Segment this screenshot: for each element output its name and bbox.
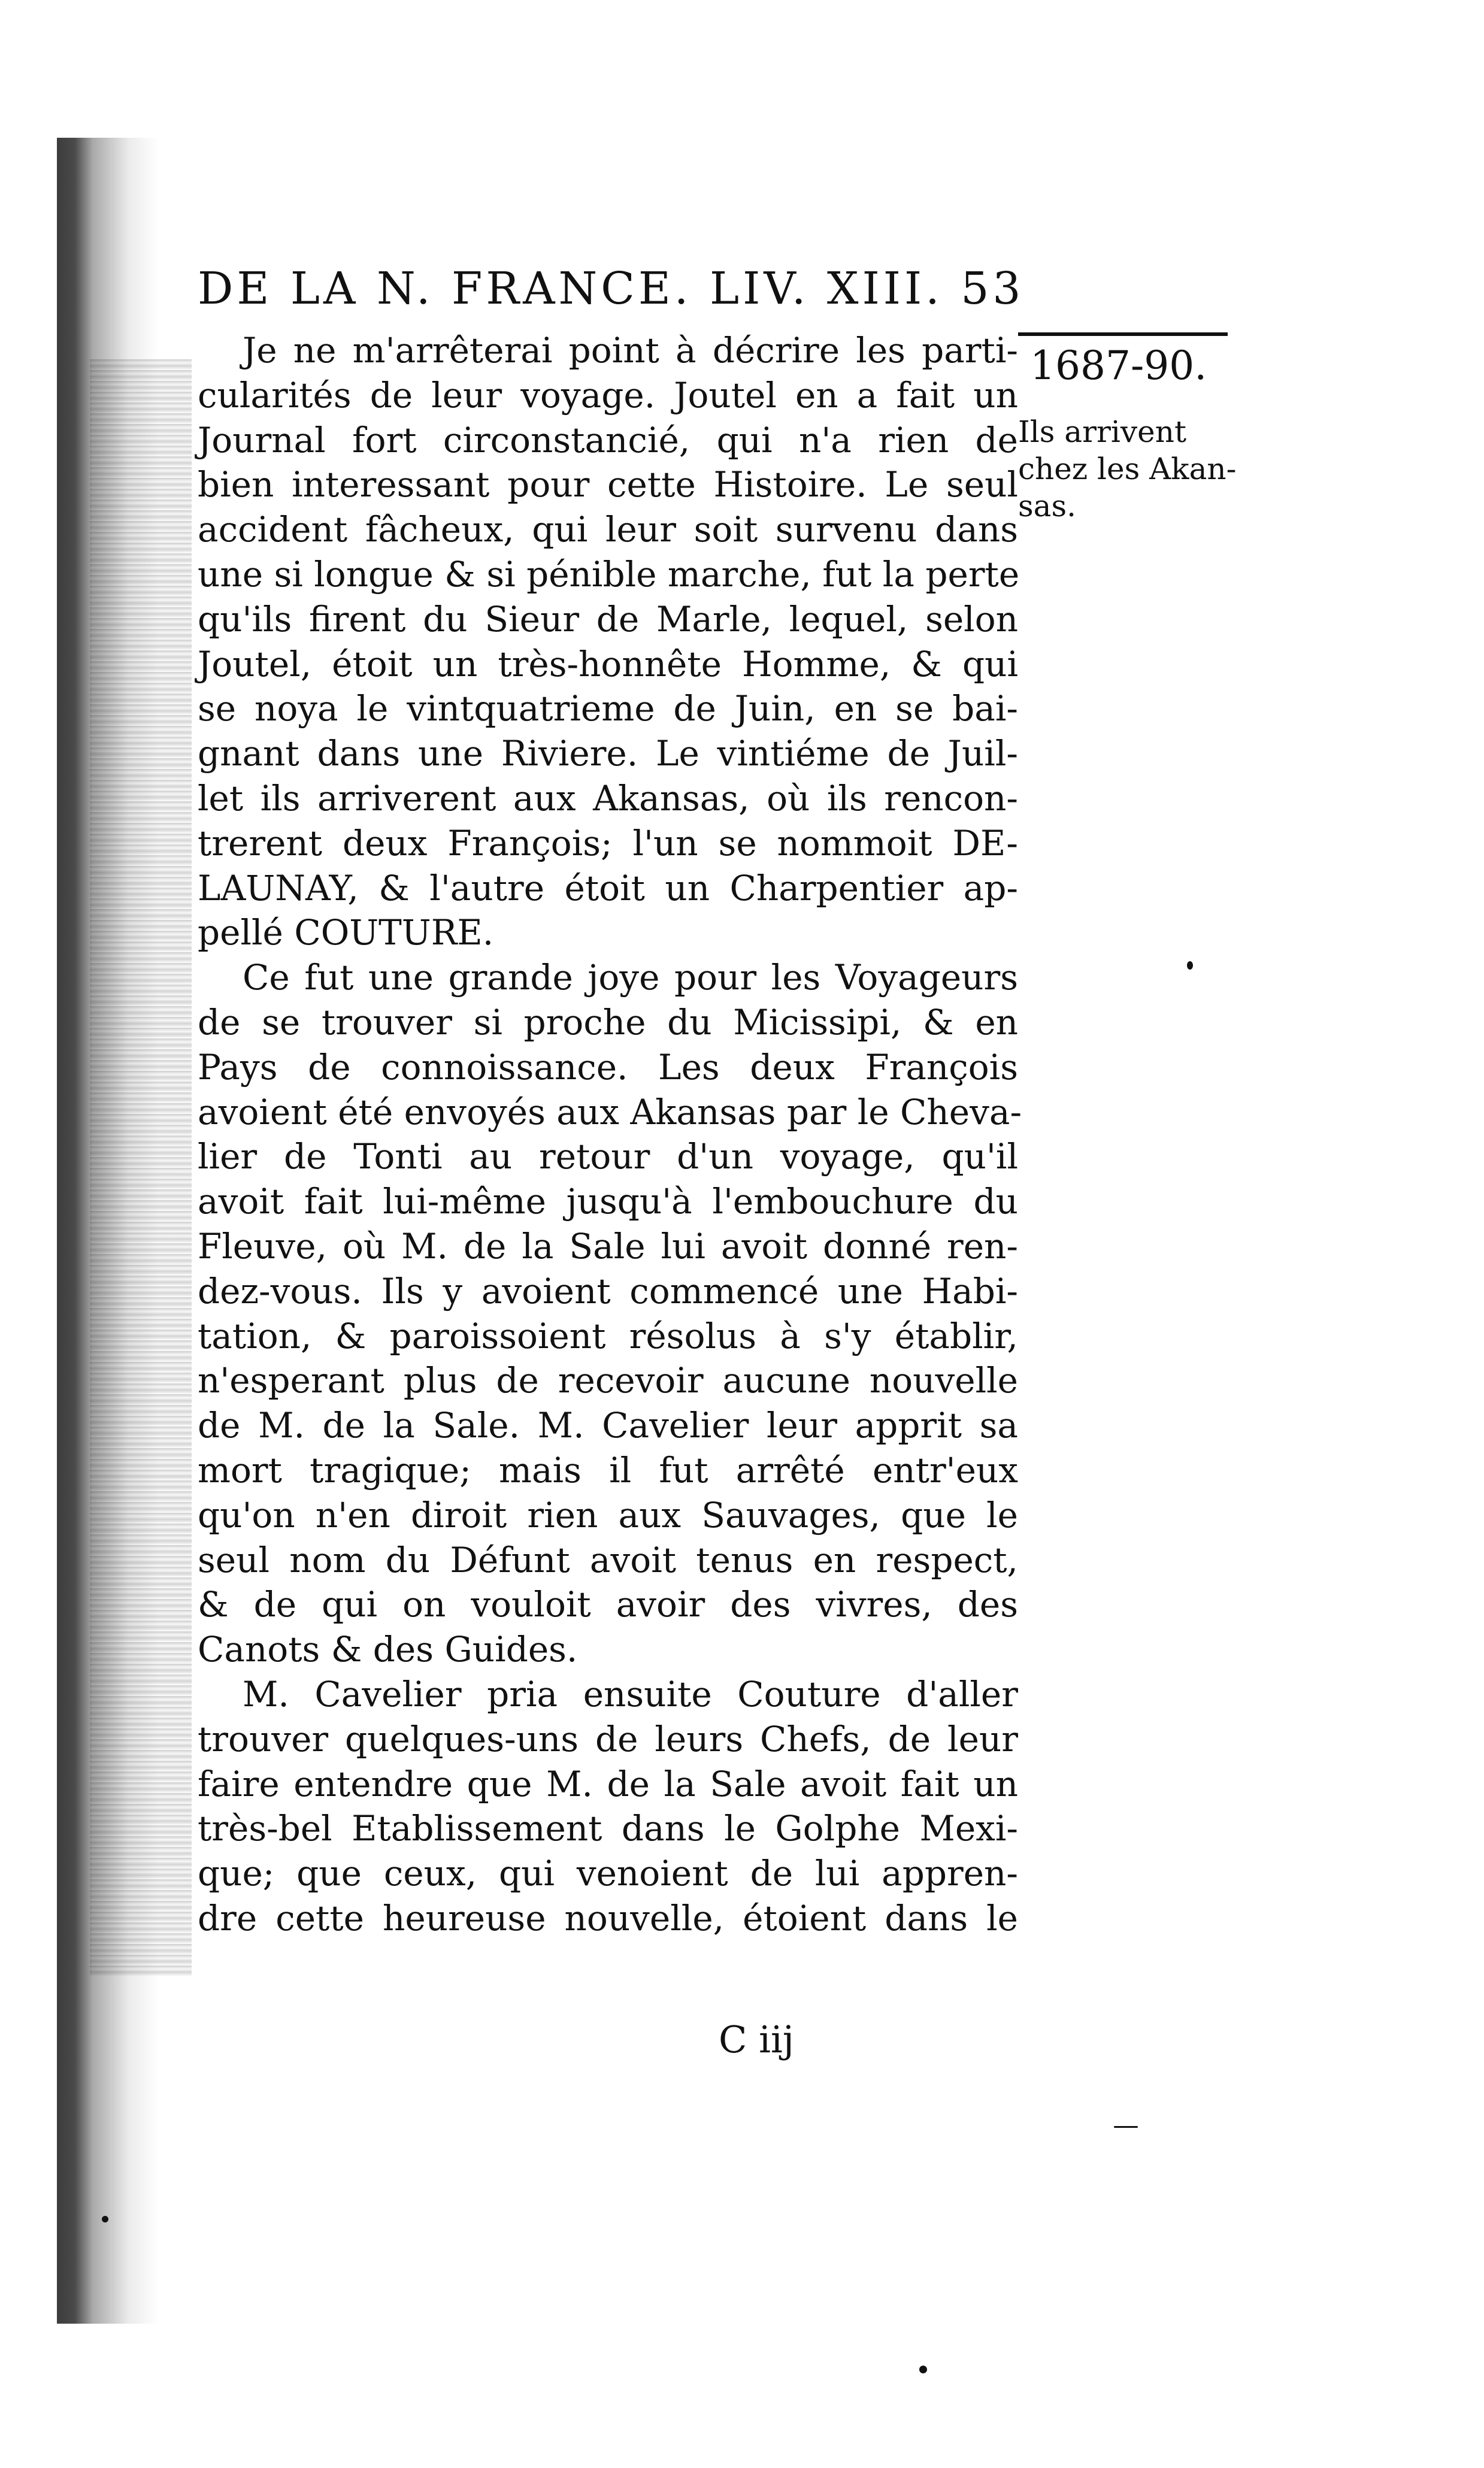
running-head: DE LA N. FRANCE. LIV. XIII. 53 (198, 263, 1025, 314)
text-line: Joutel, étoit un très-honnête Homme, & qui (198, 643, 1018, 685)
text-line: qu'ils firent du Sieur de Marle, lequel, selon (198, 598, 1018, 640)
text-line: dre cette heureuse nouvelle, étoient dans le (198, 1897, 1018, 1939)
text-line: trerent deux François; l'un se nommoit DE- (198, 822, 1018, 864)
margin-year: 1687-90. (1030, 343, 1207, 389)
text-line: qu'on n'en diroit rien aux Sauvages, que le (198, 1494, 1018, 1536)
text-line: dez-vous. Ils y avoient commencé une Habi- (198, 1270, 1018, 1312)
text-line: LAUNAY, & l'autre étoit un Charpentier ap- (198, 867, 1018, 909)
signature-mark: C iij (719, 2018, 795, 2061)
text-line: faire entendre que M. de la Sale avoit fait un (198, 1763, 1018, 1804)
binding-gutter-noise (90, 359, 192, 1976)
text-line: Pays de connoissance. Les deux François (198, 1046, 1018, 1088)
text-line: let ils arriverent aux Akansas, où ils rencon- (198, 777, 1018, 819)
text-line: tation, & paroissoient résolus à s'y établir, (198, 1315, 1018, 1356)
text-line: M. Cavelier pria ensuite Couture d'aller (243, 1673, 1018, 1715)
text-line: très-bel Etablissement dans le Golphe Mexi- (198, 1808, 1018, 1849)
ink-speck (919, 2366, 927, 2373)
margin-note (1018, 413, 1240, 525)
text-line: Ce fut une grande joye pour les Voyageurs (243, 957, 1018, 998)
text-line: cularités de leur voyage. Joutel en a fait un (198, 374, 1018, 416)
text-line: de se trouver si proche du Micissipi, & en (198, 1001, 1018, 1043)
text-line: Canots & des Guides. (198, 1629, 578, 1670)
text-line: mort tragique; mais il fut arrêté entr'eux (198, 1449, 1018, 1491)
ink-speck (102, 2216, 108, 2222)
margin-rule (1018, 332, 1228, 336)
ink-speck (1114, 2126, 1138, 2128)
margin-note-line: Ils arrivent (1018, 414, 1187, 449)
text-line: que; que ceux, qui venoient de lui appren- (198, 1853, 1018, 1894)
text-line: trouver quelques-uns de leurs Chefs, de leur (198, 1718, 1018, 1760)
text-line: avoit fait lui-même jusqu'à l'embouchure du (198, 1181, 1018, 1222)
text-line: Fleuve, où M. de la Sale lui avoit donné ren- (198, 1225, 1018, 1267)
text-line: lier de Tonti au retour d'un voyage, qu'il (198, 1136, 1018, 1177)
text-line: n'esperant plus de recevoir aucune nouvelle (198, 1360, 1018, 1401)
text-line: & de qui on vouloit avoir des vivres, des (198, 1584, 1018, 1625)
text-line: avoient été envoyés aux Akansas par le Cheva- (198, 1091, 1022, 1132)
margin-note-line: sas. (1018, 489, 1077, 523)
text-line: de M. de la Sale. M. Cavelier leur apprit sa (198, 1405, 1018, 1446)
text-line: gnant dans une Riviere. Le vintiéme de Juil- (198, 733, 1018, 774)
text-line: Je ne m'arrêterai point à décrire les parti- (243, 330, 1018, 371)
text-line: une si longue & si pénible marche, fut la perte (198, 553, 1020, 595)
text-line: bien interessant pour cette Histoire. Le seul (198, 464, 1018, 505)
text-line: se noya le vintquatrieme de Juin, en se bai- (198, 688, 1018, 729)
text-line: Journal fort circonstancié, qui n'a rien de (198, 419, 1018, 461)
text-line: accident fâcheux, qui leur soit survenu dans (198, 509, 1018, 550)
text-line: pellé COUTURE. (198, 912, 494, 953)
margin-note-line: chez les Akan- (1018, 452, 1237, 486)
text-line: seul nom du Défunt avoit tenus en respect, (198, 1539, 1018, 1580)
body-text (198, 328, 1022, 1941)
ink-speck (1187, 961, 1193, 970)
